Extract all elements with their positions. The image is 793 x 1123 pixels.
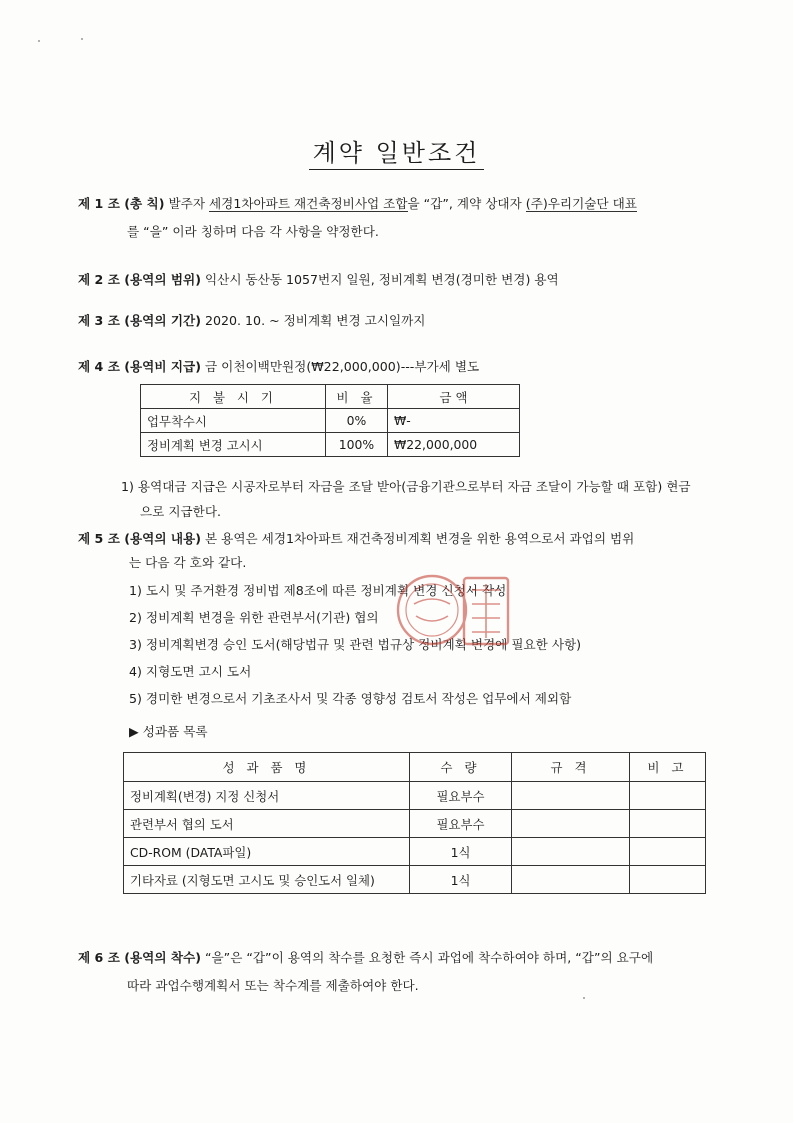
deliverable-name-cell: 정비계획(변경) 지정 신청서 [124,782,410,810]
article-1-line-2: 를 “을” 이라 칭하며 다음 각 사항을 약정한다. [127,224,379,239]
deliverables-header-cell: 성 과 품 명 [124,753,410,782]
scope-item: 2) 정비계획 변경을 위한 관련부서(기관) 협의 [129,610,379,625]
table-row [141,409,520,433]
deliverable-quantity-cell: 1식 [410,866,512,894]
deliverables-header-cell: 수 량 [410,753,512,782]
article-6-heading: 제 6 조 (용역의 착수) [78,950,201,965]
deliverables-table-header [124,753,706,782]
deliverable-remark-cell [630,782,706,810]
payment-table-header [141,385,520,409]
deliverables-label: ▶ 성과품 목록 [129,724,208,739]
deliverables-header-cell: 비 고 [630,753,706,782]
payment-note-line-2: 으로 지급한다. [140,504,221,519]
deliverable-spec-cell [512,838,630,866]
article-2 [78,269,559,288]
payment-header-cell: 지 불 시 기 [141,385,326,409]
payment-ratio-cell: 0% [326,409,388,433]
article-1-heading: 제 1 조 (총 칙) [78,196,165,211]
deliverable-remark-cell [630,838,706,866]
scope-item: 3) 정비계획변경 승인 도서(해당법규 및 관련 법규상 정비계획 변경에 필요한 사항) [129,637,582,652]
article-3-heading: 제 3 조 (용역의 기간) [78,313,201,328]
scope-item: 1) 도시 및 주거환경 정비법 제8조에 따른 정비계획 변경 신청서 작성 [129,583,507,598]
deliverables-header-cell: 규 격 [512,753,630,782]
article-1 [78,193,637,212]
table-row [124,782,706,810]
article-4-heading: 제 4 조 (용역비 지급) [78,359,201,374]
scan-speck [81,38,83,40]
deliverable-remark-cell [630,866,706,894]
table-row [141,433,520,457]
payment-timing-cell: 정비계획 변경 고시시 [141,433,326,457]
deliverable-name-cell: 기타자료 (지형도면 고시도 및 승인도서 일체) [124,866,410,894]
deliverable-spec-cell [512,810,630,838]
scope-item: 5) 경미한 변경으로서 기초조사서 및 각종 영향성 검토서 작성은 업무에서 제외함 [129,691,572,706]
payment-ratio-cell: 100% [326,433,388,457]
table-row [124,866,706,894]
article-2-text: 익산시 동산동 1057번지 일원, 정비계획 변경(경미한 변경) 용역 [200,272,559,287]
article-4-text: 금 이천이백만원정(₩22,000,000)---부가세 별도 [200,359,480,374]
deliverable-spec-cell [512,782,630,810]
payment-header-cell: 비 율 [326,385,388,409]
deliverable-spec-cell [512,866,630,894]
payment-amount-cell: ₩- [388,409,520,433]
company-seal-stamp [392,568,512,650]
payment-table [140,384,520,457]
deliverables-table [123,752,706,894]
article-1-text-b: 을 “갑”, 계약 상대자 [407,196,526,211]
deliverable-remark-cell [630,810,706,838]
article-5-text-1: 본 용역은 세경1차아파트 재건축정비계획 변경을 위한 용역으로서 과업의 범위 [200,531,635,546]
client-name: 세경1차아파트 재건축정비사업 조합 [209,196,408,211]
article-3-text: 2020. 10. ~ 정비계획 변경 고시일까지 [200,313,426,328]
article-2-heading: 제 2 조 (용역의 범위) [78,272,201,287]
article-6-text-2: 따라 과업수행계획서 또는 착수계를 제출하여야 한다. [127,978,419,993]
deliverable-quantity-cell: 필요부수 [410,782,512,810]
article-5-text-2: 는 다음 각 호와 같다. [129,555,247,570]
payment-amount-cell: ₩22,000,000 [388,433,520,457]
scope-item: 4) 지형도면 고시 도서 [129,664,252,679]
page-title: 계약 일반조건 [0,133,793,168]
payment-timing-cell: 업무착수시 [141,409,326,433]
payment-note-line-1: 1) 용역대금 지급은 시공자로부터 자금을 조달 받아(금융기관으로부터 자금 조달이 가능할 때 포함) 현금 [121,479,691,494]
article-6 [78,947,653,966]
scan-speck [38,40,40,42]
article-5-heading: 제 5 조 (용역의 내용) [78,531,201,546]
deliverable-quantity-cell: 필요부수 [410,810,512,838]
article-4 [78,356,479,375]
article-5 [78,528,634,547]
table-row [124,810,706,838]
deliverable-name-cell: CD-ROM (DATA파일) [124,838,410,866]
article-3 [78,310,425,329]
scan-speck [583,997,585,999]
deliverable-quantity-cell: 1식 [410,838,512,866]
table-row [124,838,706,866]
article-6-text-1: “을”은 “갑”이 용역의 착수를 요청한 즉시 과업에 착수하여야 하며, “갑”의 요구에 [200,950,654,965]
contractor-name: (주)우리기술단 대표 [525,196,637,211]
payment-header-cell: 금 액 [388,385,520,409]
article-1-text-a: 발주자 [164,196,209,211]
deliverable-name-cell: 관련부서 협의 도서 [124,810,410,838]
